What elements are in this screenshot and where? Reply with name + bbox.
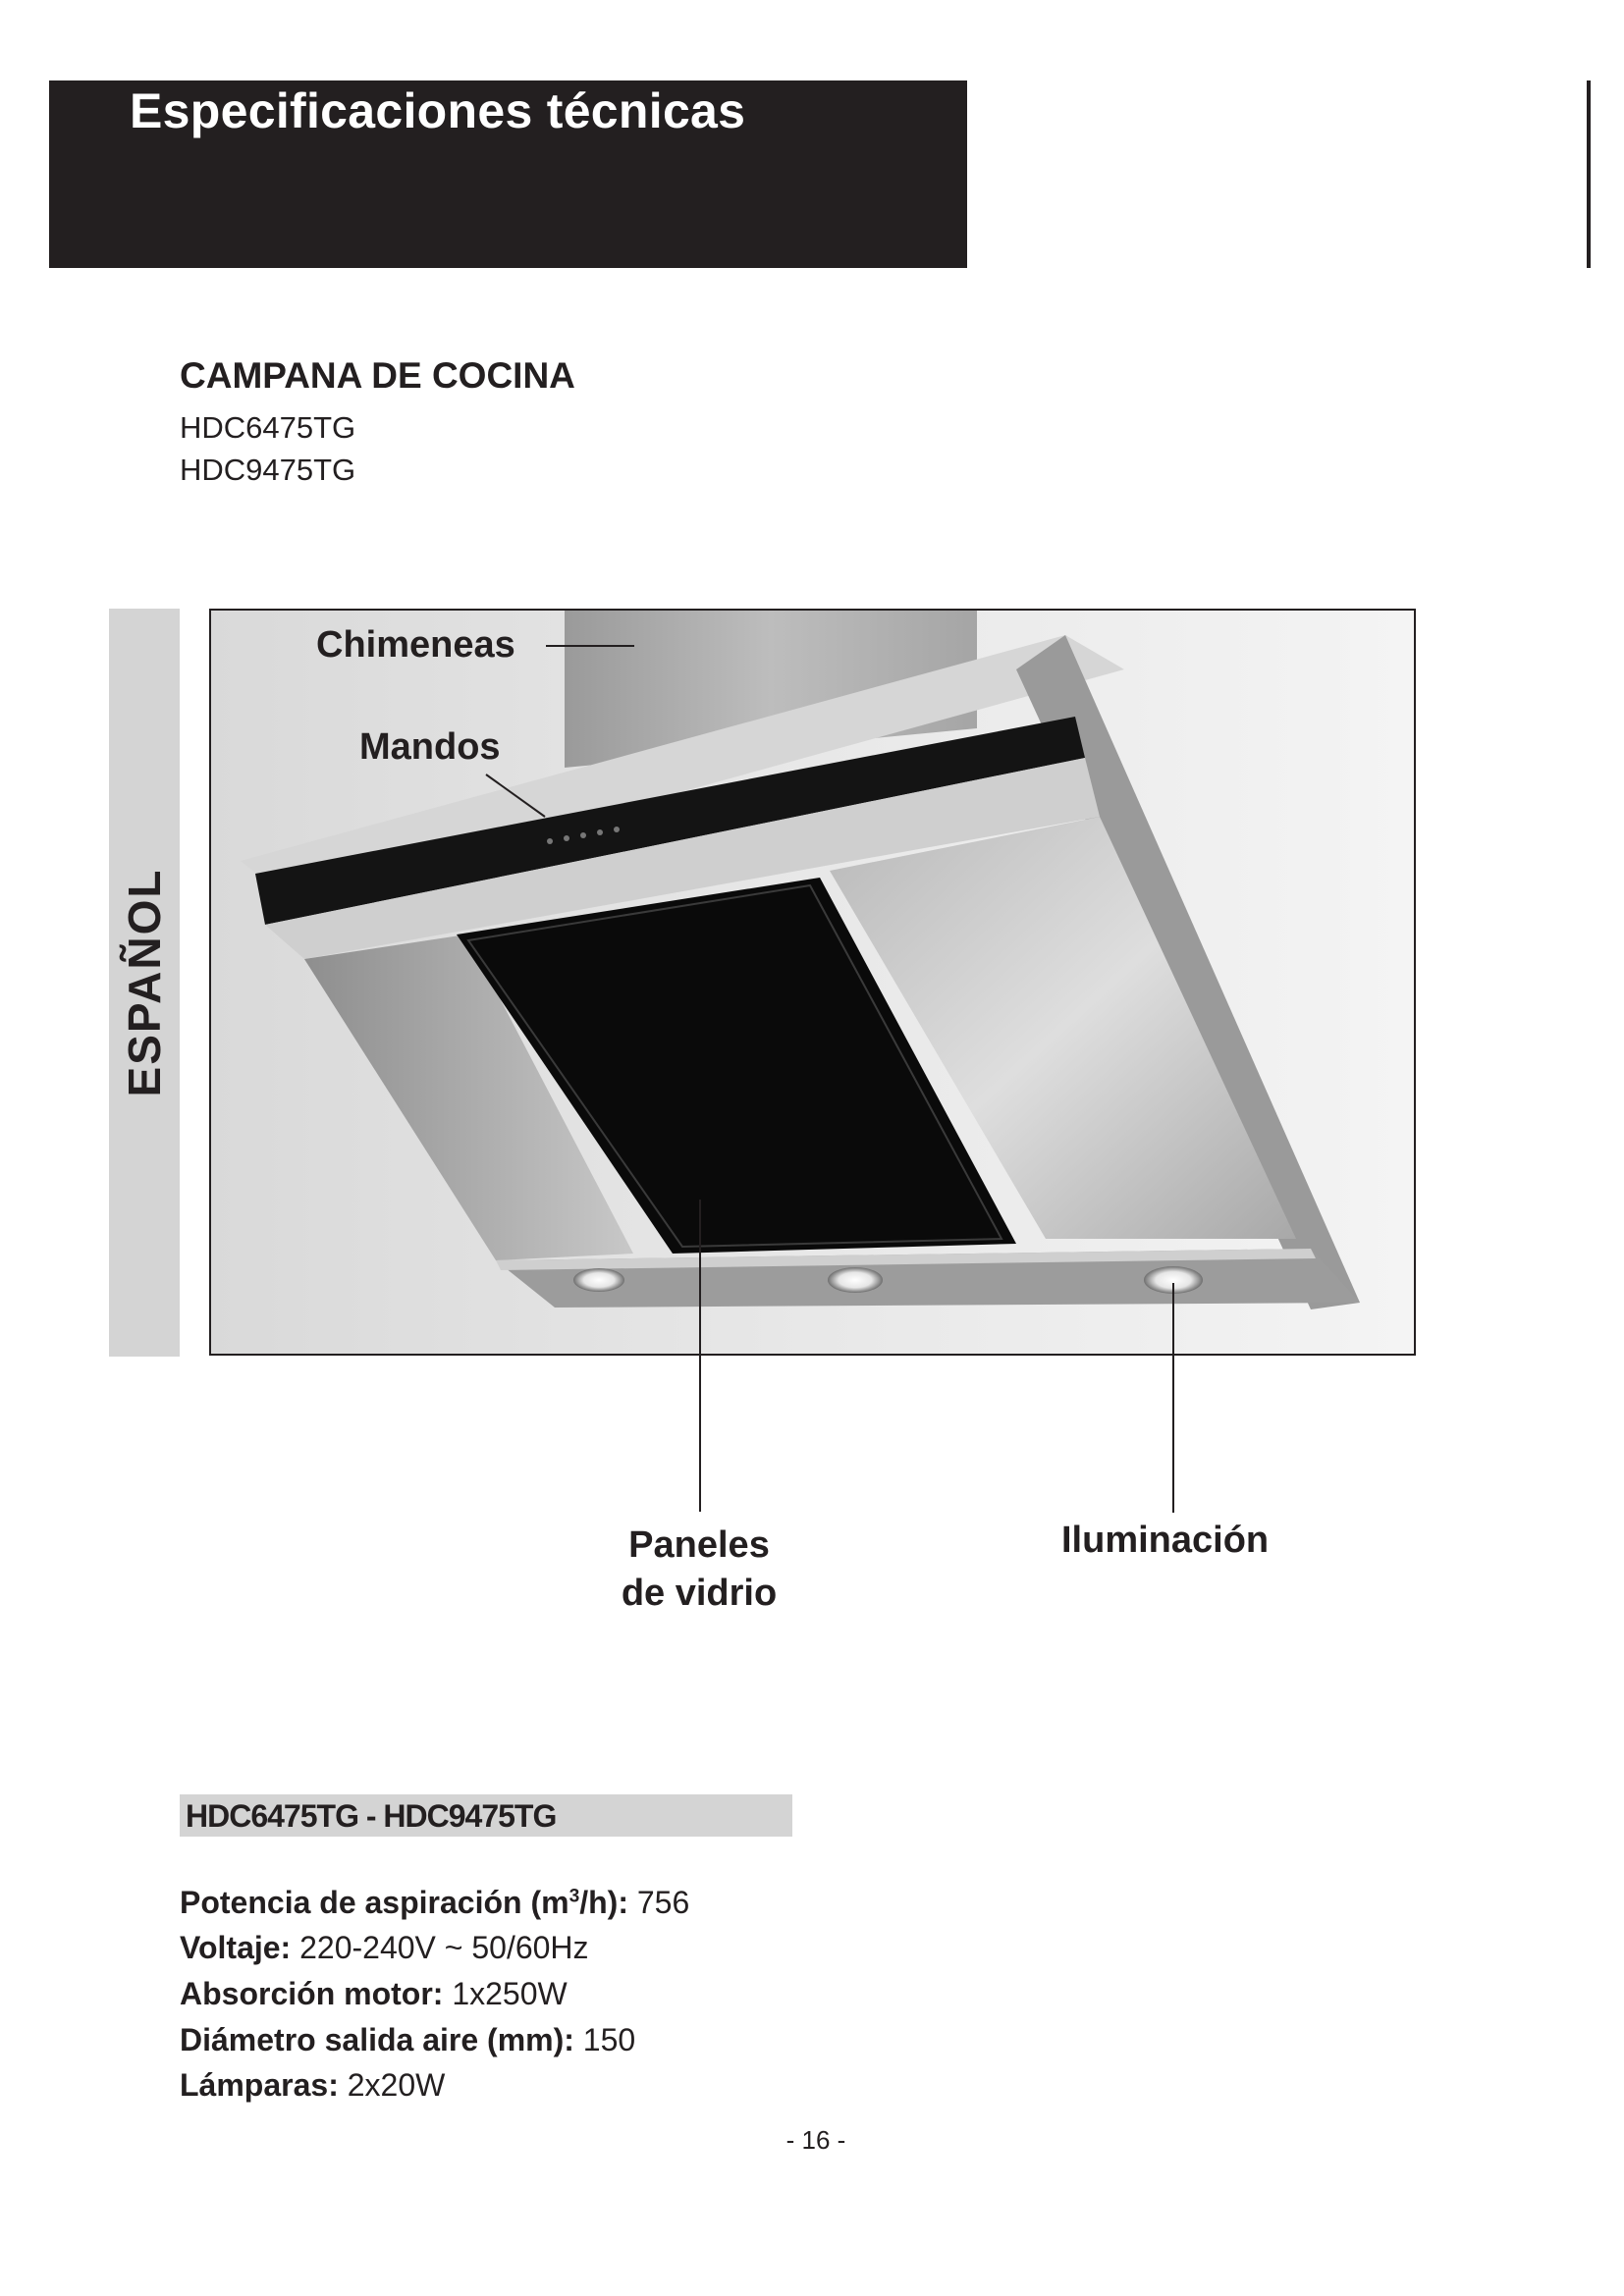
callout-iluminacion: Iluminación xyxy=(1061,1520,1270,1561)
spec-row xyxy=(180,1930,589,1966)
spec-row xyxy=(180,2067,445,2104)
page-title: Especificaciones técnicas xyxy=(130,83,746,138)
leader-line xyxy=(1172,1283,1174,1513)
spec-value: 1x250W xyxy=(443,1976,568,2011)
spec-label: Voltaje: xyxy=(180,1930,292,1965)
spec-row xyxy=(180,1976,568,2012)
spec-label-superscript: 3 xyxy=(568,1886,580,1907)
callout-paneles xyxy=(622,1522,777,1619)
lamp xyxy=(828,1267,883,1293)
leader-line xyxy=(699,1200,701,1512)
callout-paneles-line1: Paneles xyxy=(628,1524,770,1566)
lamp xyxy=(573,1268,624,1292)
leader-line xyxy=(546,645,634,647)
spec-label-text: /h): xyxy=(579,1885,628,1920)
product-title: CAMPANA DE COCINA xyxy=(180,355,575,396)
spec-label: Diámetro salida aire (mm): xyxy=(180,2022,574,2057)
spec-label: Absorción motor: xyxy=(180,1976,444,2011)
spec-label-text: Potencia de aspiración (m xyxy=(180,1885,569,1920)
spec-row xyxy=(180,2022,635,2058)
spec-value: 150 xyxy=(573,2022,636,2057)
product-photo xyxy=(209,609,1416,1356)
specs-header-label: HDC6475TG - HDC9475TG xyxy=(186,1798,557,1834)
spec-label xyxy=(180,1885,628,1920)
callout-chimeneas: Chimeneas xyxy=(316,624,515,666)
model-number: HDC9475TG xyxy=(180,453,356,487)
language-tab-label: ESPAÑOL xyxy=(119,868,170,1097)
model-number: HDC6475TG xyxy=(180,410,356,445)
spec-value: 756 xyxy=(627,1885,690,1920)
edge-rule xyxy=(1587,80,1591,268)
spec-row xyxy=(180,1885,689,1921)
specs-header xyxy=(180,1794,792,1837)
range-hood-illustration xyxy=(211,611,1414,1354)
page-number: - 16 - xyxy=(785,2125,846,2155)
callout-paneles-line2: de vidrio xyxy=(621,1573,778,1615)
spec-value: 2x20W xyxy=(338,2067,446,2103)
callout-mandos: Mandos xyxy=(359,726,501,768)
spec-value: 220-240V ~ 50/60Hz xyxy=(291,1930,589,1965)
spec-label: Lámparas: xyxy=(180,2067,339,2103)
